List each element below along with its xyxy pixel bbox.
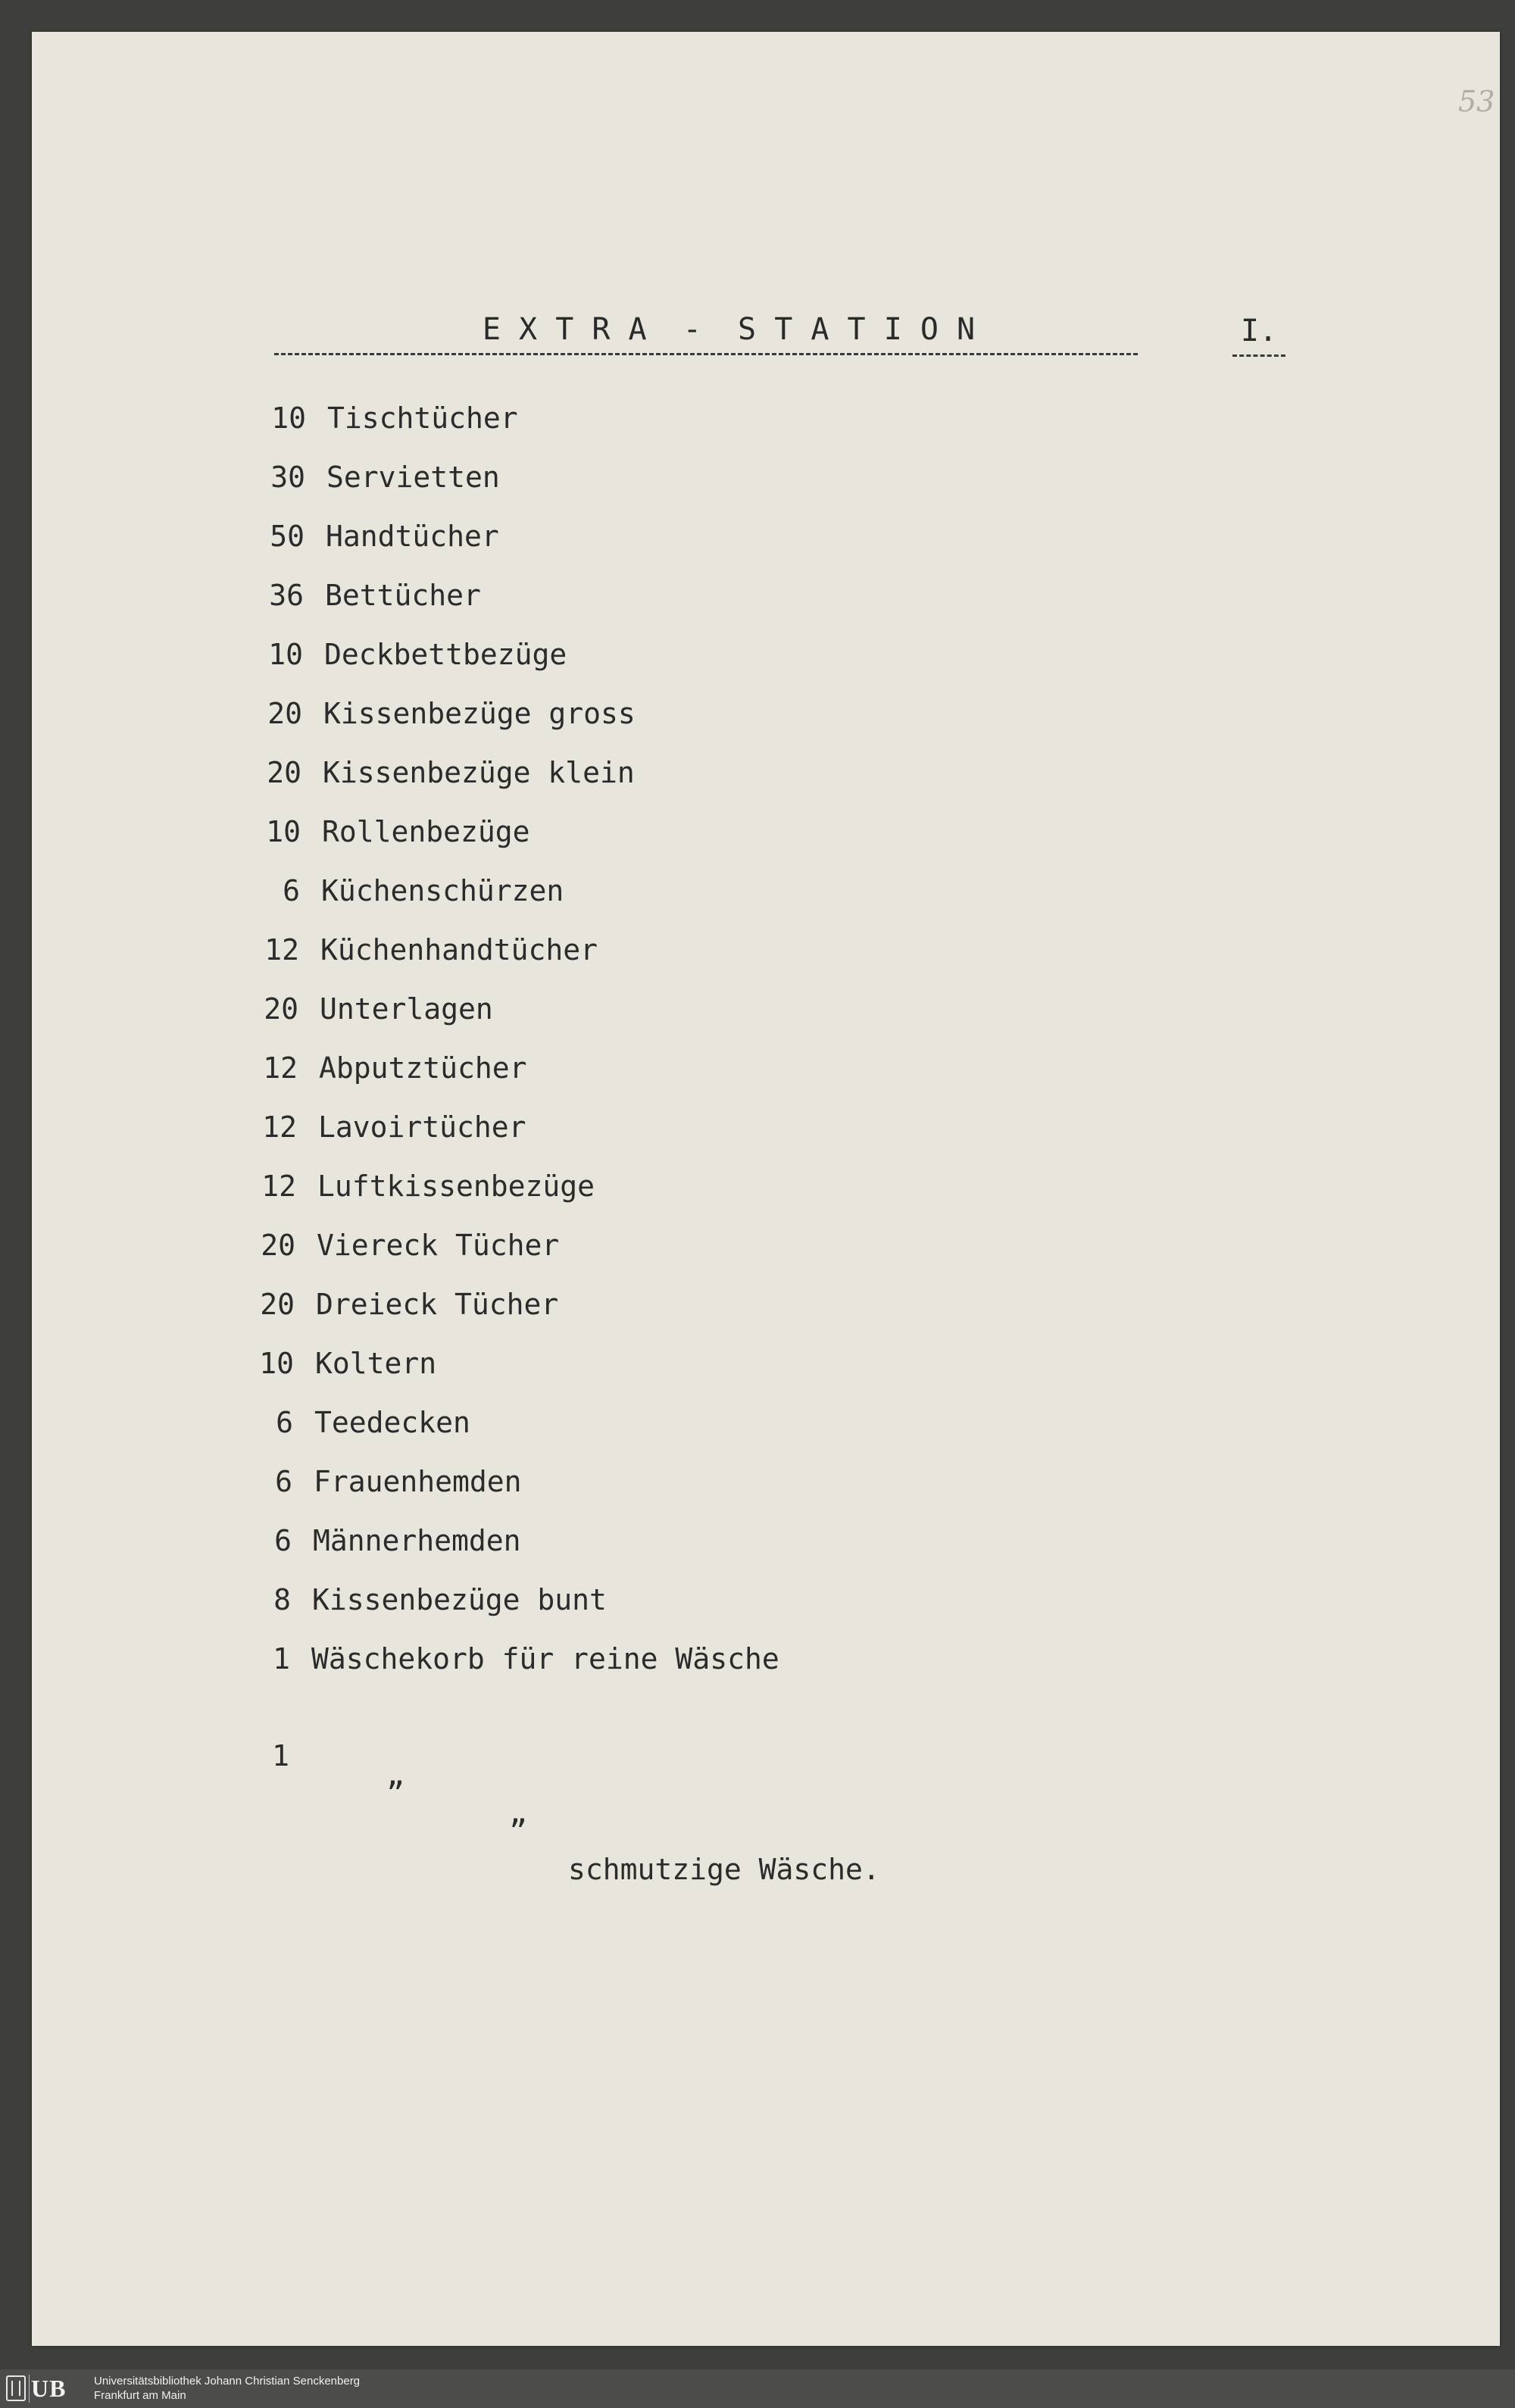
item-name: Kissenbezüge klein [323,756,635,789]
item-name: Deckbettbezüge [324,638,567,671]
item-name: Wäschekorb für reine Wäsche [311,1642,779,1676]
item-name: Tischtücher [327,401,518,435]
item-quantity: 1 [273,1642,290,1676]
item-name: Dreieck Tücher [316,1288,559,1321]
item-quantity: 10 [266,815,301,848]
item-quantity: 8 [273,1583,291,1616]
item-quantity: 36 [269,579,304,612]
item-name: Viereck Tücher [317,1229,560,1262]
item-name: Luftkissenbezüge [317,1170,595,1203]
list-item [235,1699,880,1886]
item-name: Kissenbezüge bunt [312,1583,607,1616]
item-name: Küchenschürzen [321,874,564,907]
item-name: Rollenbezüge [322,815,530,848]
item-quantity: 12 [263,1051,298,1085]
item-name: Frauenhemden [314,1465,522,1498]
item-quantity: 20 [267,756,301,789]
item-quantity: 6 [276,1406,293,1439]
item-quantity: 20 [260,1288,295,1321]
item-name: Kissenbezüge gross [323,697,636,730]
library-emblem-icon [6,2375,26,2401]
item-quantity: 6 [274,1524,292,1557]
item-quantity: 12 [261,1170,296,1203]
item-name: Unterlagen [320,992,493,1026]
ditto-mark: ” [386,1776,405,1811]
folio-number: 53 [1458,85,1495,118]
heading-number-underline [1232,354,1285,357]
item-name: Männerhemden [313,1524,521,1557]
item-name: Servietten [326,461,500,494]
heading-number-block [1232,314,1285,357]
item-quantity: 12 [262,1110,297,1144]
item-quantity: 1 [272,1739,289,1772]
library-credit [94,2374,360,2403]
item-quantity: 20 [264,992,298,1026]
library-city: Frankfurt am Main [94,2389,186,2402]
item-name: Bettücher [325,579,481,612]
item-quantity: 50 [270,520,305,553]
library-name: Universitätsbibliothek Johann Christian Senckenberg [94,2375,361,2388]
title-underline [274,353,1138,355]
ub-logo-text: UB [29,2375,66,2403]
item-name: Lavoirtücher [318,1110,526,1144]
library-footer [0,2369,1515,2408]
item-name: Koltern [315,1347,437,1380]
heading-block [274,312,1138,355]
document-page [32,32,1500,2346]
item-name: Küchenhandtücher [320,933,598,967]
item-name: schmutzige Wäsche. [568,1853,880,1886]
item-quantity: 30 [270,461,305,494]
item-quantity: 20 [261,1229,295,1262]
item-quantity: 12 [264,933,299,967]
item-quantity: 6 [283,874,300,907]
item-name: Handtücher [326,520,499,553]
item-name: Teedecken [314,1406,470,1439]
item-quantity: 10 [259,1347,294,1380]
item-name: Abputztücher [319,1051,527,1085]
item-quantity: 10 [271,401,306,435]
ditto-mark: ” [509,1814,528,1849]
page-title: E X T R A - S T A T I O N [482,312,976,347]
item-quantity: 10 [268,638,303,671]
ub-logo [6,2374,66,2403]
heading-number: I. [1240,314,1278,348]
item-quantity: 20 [267,697,302,730]
item-quantity: 6 [275,1465,292,1498]
